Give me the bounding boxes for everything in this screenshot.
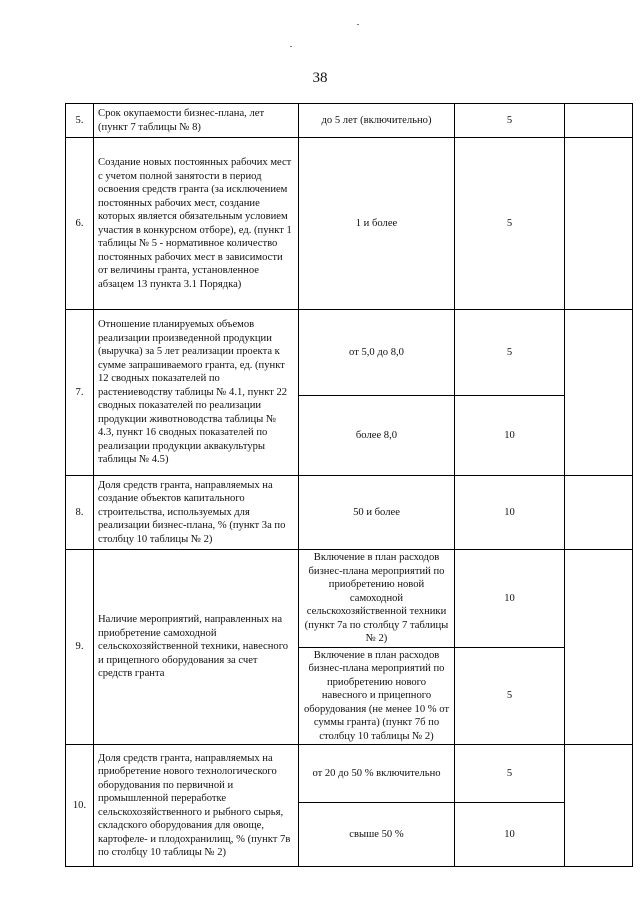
scan-speck bbox=[357, 24, 359, 25]
criterion-score: 10 bbox=[455, 396, 565, 476]
criterion-condition: Включение в план расходов бизнес-плана мероприятий по приобретению нового навесного и прицепного оборудования (не менее 10 % от суммы гранта) (пункт 7б по столбцу 10 таблицы № 2) bbox=[299, 647, 455, 745]
table-row bbox=[66, 138, 633, 310]
table-row bbox=[66, 104, 633, 138]
empty-cell bbox=[565, 104, 633, 138]
criterion-condition: 1 и более bbox=[299, 138, 455, 310]
table-row bbox=[66, 550, 633, 648]
empty-cell bbox=[565, 550, 633, 745]
empty-cell bbox=[565, 476, 633, 550]
table-row bbox=[66, 745, 633, 803]
criterion-text: Доля средств гранта, направляемых на создание объектов капитального строительства, используемых для реализации бизнес-плана, % (пункт 3а по столбцу 10 таблицы № 2) bbox=[94, 476, 299, 550]
criterion-condition: от 20 до 50 % включительно bbox=[299, 745, 455, 803]
row-number: 8. bbox=[66, 476, 94, 550]
criterion-condition: свыше 50 % bbox=[299, 803, 455, 867]
criterion-text: Отношение планируемых объемов реализации произведенной продукции (выручка) за 5 лет реализации проекта к сумме запрашиваемого гранта, ед. (пункт 12 сводных показателей по растениеводству таблицы № 4.1, пункт 22 сводных показателей по реализации продукции животноводства таблицы № 4.3, пункт 16 сводных показателей по реализации продукции аквакультуры таблицы № 4.5) bbox=[94, 310, 299, 476]
table-row bbox=[66, 310, 633, 396]
criterion-text: Доля средств гранта, направляемых на приобретение нового технологического оборудования по первичной и промышленной переработке сельскохозяйственного и рыбного сырья, складского оборудования для овоще, картофеле- и плодохранилищ, % (пункт 7в по столбцу 10 таблицы № 2) bbox=[94, 745, 299, 867]
criterion-text: Наличие мероприятий, направленных на приобретение самоходной сельскохозяйственной техники, навесного и прицепного оборудования за счет средств гранта bbox=[94, 550, 299, 745]
table-row bbox=[66, 476, 633, 550]
row-number: 7. bbox=[66, 310, 94, 476]
criterion-condition: Включение в план расходов бизнес-плана мероприятий по приобретению новой самоходной сельскохозяйственной техники (пункт 7а по столбцу 7 таблицы № 2) bbox=[299, 550, 455, 648]
criterion-condition: 50 и более bbox=[299, 476, 455, 550]
criterion-score: 5 bbox=[455, 745, 565, 803]
criterion-text: Срок окупаемости бизнес-плана, лет (пункт 7 таблицы № 8) bbox=[94, 104, 299, 138]
criterion-score: 10 bbox=[455, 803, 565, 867]
row-number: 5. bbox=[66, 104, 94, 138]
criterion-text: Создание новых постоянных рабочих мест с учетом полной занятости в период освоения средств гранта (за исключением постоянных рабочих мест, создание которых является обязательным условием участия в конкурсном отборе), ед. (пункт 1 таблицы № 5 - нормативное количество постоянных рабочих мест в зависимости от величины гранта, установленное абзацем 13 пункта 3.1 Порядка) bbox=[94, 138, 299, 310]
row-number: 6. bbox=[66, 138, 94, 310]
criterion-score: 5 bbox=[455, 138, 565, 310]
criterion-condition: от 5,0 до 8,0 bbox=[299, 310, 455, 396]
criterion-score: 10 bbox=[455, 550, 565, 648]
row-number: 10. bbox=[66, 745, 94, 867]
criterion-condition: более 8,0 bbox=[299, 396, 455, 476]
empty-cell bbox=[565, 745, 633, 867]
empty-cell bbox=[565, 138, 633, 310]
page-number: 38 bbox=[312, 70, 328, 86]
criteria-table bbox=[65, 103, 633, 867]
empty-cell bbox=[565, 310, 633, 476]
row-number: 9. bbox=[66, 550, 94, 745]
criterion-score: 10 bbox=[455, 476, 565, 550]
criterion-score: 5 bbox=[455, 310, 565, 396]
criterion-score: 5 bbox=[455, 104, 565, 138]
scan-speck bbox=[290, 46, 292, 47]
criterion-score: 5 bbox=[455, 647, 565, 745]
criterion-condition: до 5 лет (включительно) bbox=[299, 104, 455, 138]
